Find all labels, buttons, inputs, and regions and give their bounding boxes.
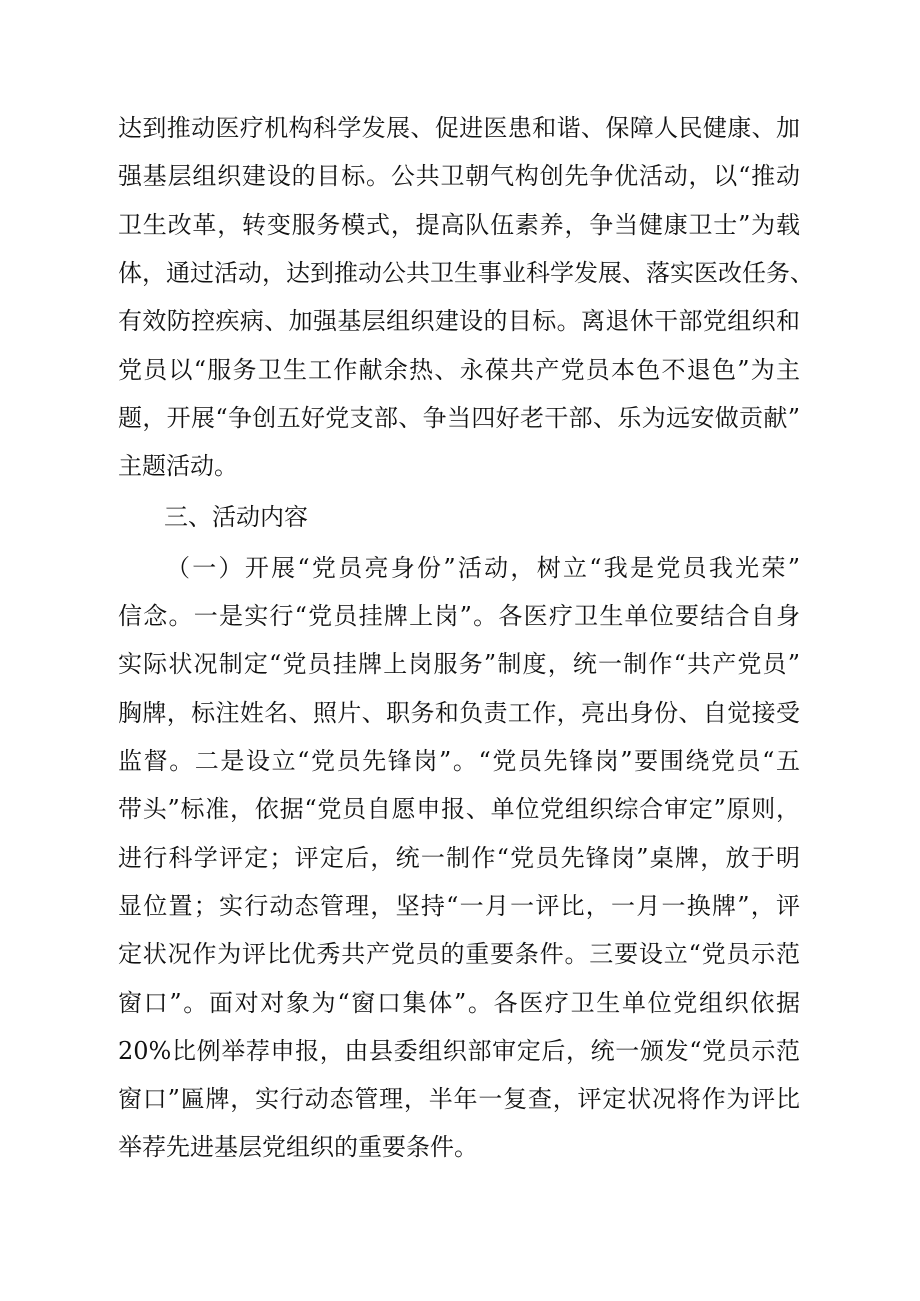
section-heading: 三、活动内容	[164, 503, 308, 531]
text-line: 窗口”匾牌，实行动态管理，半年一复查，评定状况将作为评比	[118, 1085, 800, 1113]
text-line: 体，通过活动，达到推动公共卫生事业科学发展、落实医改任务、	[118, 259, 814, 287]
text-line: 20%比例举荐申报，由县委组织部审定后，统一颁发“党员示范	[118, 1037, 800, 1065]
text-line: 实际状况制定“党员挂牌上岗服务”制度，统一制作“共产党员”	[118, 650, 800, 678]
text-line: 进行科学评定；评定后，统一制作“党员先锋岗”桌牌，放于明	[118, 844, 800, 872]
text-line: 有效防控疾病、加强基层组织建设的目标。离退休干部党组织和	[118, 307, 800, 335]
text-line: 显位置；实行动态管理，坚持“一月一评比，一月一换牌”，评	[118, 892, 800, 920]
text-line: 主题活动。	[118, 452, 238, 480]
text-line: 达到推动医疗机构科学发展、促进医患和谐、保障人民健康、加	[118, 114, 800, 142]
text-line: 窗口”。面对对象为“窗口集体”。各医疗卫生单位党组织依据	[118, 989, 800, 1017]
text-line: 强基层组织建设的目标。公共卫朝气构创先争优活动，以“推动	[118, 162, 800, 190]
text-line: 胸牌，标注姓名、照片、职务和负责工作，亮出身份、自觉接受	[118, 699, 800, 727]
text-line: 题，开展“争创五好党支部、争当四好老干部、乐为远安做贡献”	[118, 404, 800, 432]
text-line: 带头”标准，依据“党员自愿申报、单位党组织综合审定”原则，	[118, 795, 800, 823]
text-line: 党员以“服务卫生工作献余热、永葆共产党员本色不退色”为主	[118, 356, 800, 384]
text-line: 卫生改革，转变服务模式，提高队伍素养，争当健康卫士”为载	[118, 211, 800, 239]
text-line: （一）开展“党员亮身份”活动，树立“我是党员我光荣”	[166, 554, 800, 582]
text-line: 监督。二是设立“党员先锋岗”。“党员先锋岗”要围绕党员“五	[118, 747, 800, 775]
text-line: 定状况作为评比优秀共产党员的重要条件。三要设立“党员示范	[118, 940, 800, 968]
text-line: 信念。一是实行“党员挂牌上岗”。各医疗卫生单位要结合自身	[118, 602, 800, 630]
text-line: 举荐先进基层党组织的重要条件。	[118, 1133, 478, 1161]
